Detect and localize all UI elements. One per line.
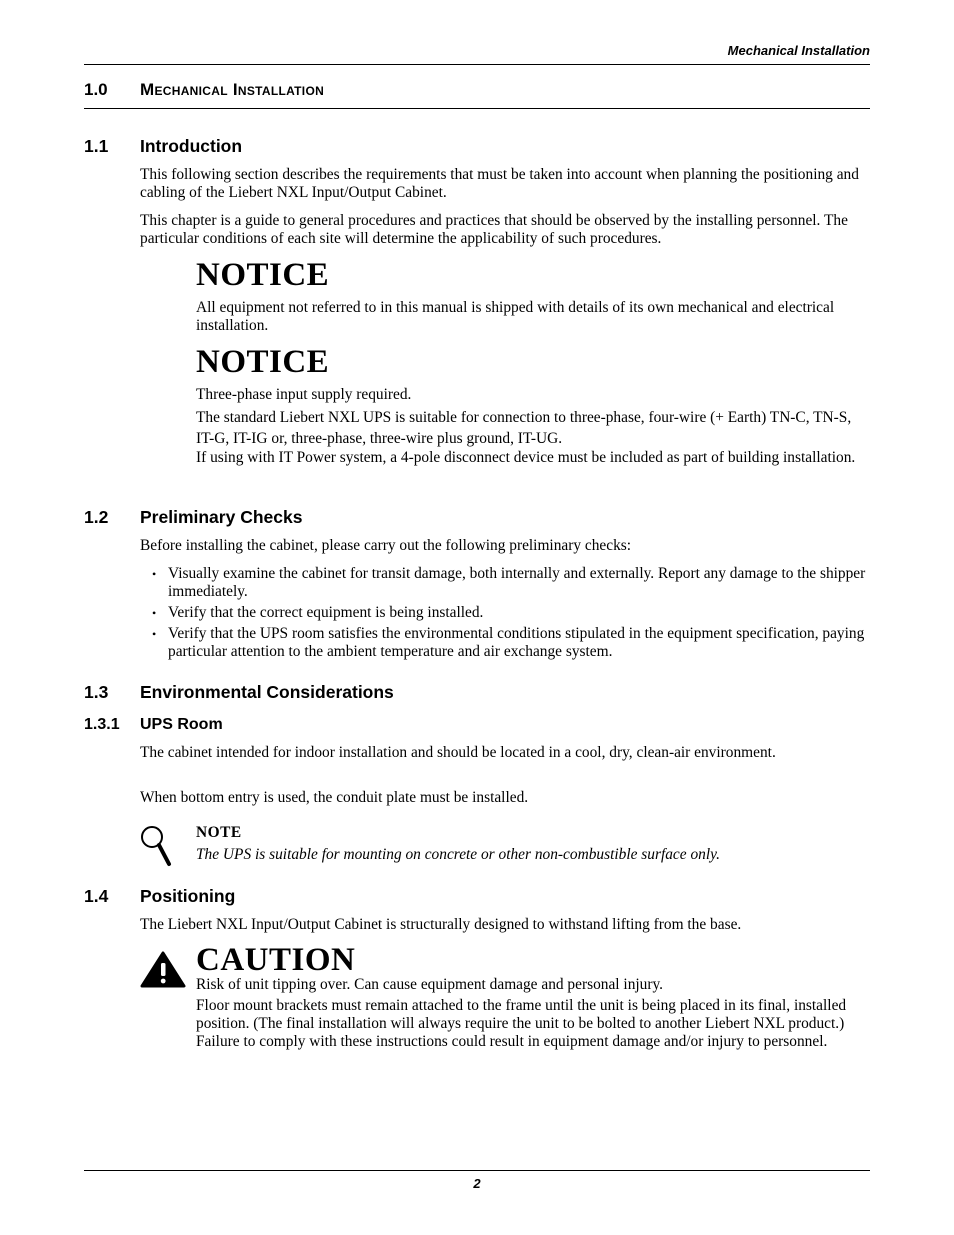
header-rule <box>84 64 870 65</box>
section-heading-positioning <box>84 886 235 907</box>
page-number: 2 <box>473 1176 481 1191</box>
preliminary-intro: Before installing the cabinet, please carry out the following preliminary checks: <box>140 537 632 554</box>
notice-line: If using with IT Power system, a 4-pole disconnect device must be included as part of building installation. <box>196 449 856 466</box>
ups-room-paragraph-1: The cabinet intended for indoor installation and should be located in a cool, dry, clean-air environment. <box>140 744 776 761</box>
section-heading-introduction <box>84 136 242 157</box>
magnifier-icon <box>138 824 174 868</box>
list-item-text: Visually examine the cabinet for transit damage, both internally and externally. Report any damage to the shipper immediately. <box>168 565 866 600</box>
caution-title: CAUTION <box>196 942 356 978</box>
introduction-paragraph-2: This chapter is a guide to general procedures and practices that should be observed by the installing personnel. The particular conditions of each site will determine the applicability of such procedures. <box>140 212 848 247</box>
chapter-title: Mechanical Installation <box>140 80 325 99</box>
notice-title: NOTICE <box>196 257 330 293</box>
section-title: Introduction <box>140 136 243 156</box>
notice-line: Three-phase input supply required. <box>196 386 412 403</box>
caution-line: Risk of unit tipping over. Can cause equipment damage and personal injury. <box>196 976 664 993</box>
chapter-heading <box>84 80 324 100</box>
caution-line: Floor mount brackets must remain attached to the frame until the unit is being placed in its final, installed position. (The final installation will always require the unit to be bolted to another Liebert NXL product.) Failure to comply with these instructions could result in equipment damage and/or injury to personnel. <box>196 997 847 1050</box>
subsection-title: UPS Room <box>140 716 223 733</box>
list-item <box>152 604 872 622</box>
note-label: NOTE <box>196 824 242 841</box>
preliminary-checklist <box>152 565 872 664</box>
footer-rule <box>84 1170 870 1171</box>
list-item-text: Verify that the UPS room satisfies the environmental conditions stipulated in the equipment specification, paying particular attention to the ambient temperature and air exchange system. <box>168 625 865 660</box>
section-heading-environmental <box>84 682 394 703</box>
chapter-number: 1.0 <box>84 80 108 99</box>
subsection-heading-ups-room <box>84 716 223 734</box>
list-item-text: Verify that the correct equipment is being installed. <box>168 604 484 621</box>
section-title: Environmental Considerations <box>140 682 394 702</box>
section-title: Positioning <box>140 886 236 906</box>
list-item <box>152 565 872 601</box>
running-header-title: Mechanical Installation <box>727 43 870 58</box>
ups-room-paragraph-2: When bottom entry is used, the conduit plate must be installed. <box>140 789 529 806</box>
section-number: 1.4 <box>84 886 109 906</box>
subsection-number: 1.3.1 <box>84 716 120 733</box>
notice-title: NOTICE <box>196 344 330 380</box>
bullet-icon: • <box>152 606 157 620</box>
note-text: The UPS is suitable for mounting on concrete or other non-combustible surface only. <box>196 846 720 863</box>
bullet-icon: • <box>152 627 157 641</box>
bullet-icon: • <box>152 567 157 581</box>
notice-line: The standard Liebert NXL UPS is suitable for connection to three-phase, four-wire (+ Earth) TN-C, TN-S, IT-G, IT-IG or, three-phase, three-wire plus ground, IT-UG. <box>196 409 852 447</box>
positioning-paragraph: The Liebert NXL Input/Output Cabinet is structurally designed to withstand lifting from the base. <box>140 916 742 933</box>
section-number: 1.2 <box>84 507 109 527</box>
section-title: Preliminary Checks <box>140 507 303 527</box>
section-number: 1.1 <box>84 136 109 156</box>
list-item <box>152 625 872 661</box>
notice-text: All equipment not referred to in this manual is shipped with details of its own mechanical and electrical installation. <box>196 299 835 334</box>
section-heading-preliminary-checks <box>84 507 302 528</box>
chapter-rule <box>84 108 870 109</box>
section-number: 1.3 <box>84 682 109 702</box>
introduction-paragraph-1: This following section describes the requirements that must be taken into account when planning the positioning and cabling of the Liebert NXL Input/Output Cabinet. <box>140 166 859 201</box>
warning-triangle-icon <box>140 951 186 989</box>
